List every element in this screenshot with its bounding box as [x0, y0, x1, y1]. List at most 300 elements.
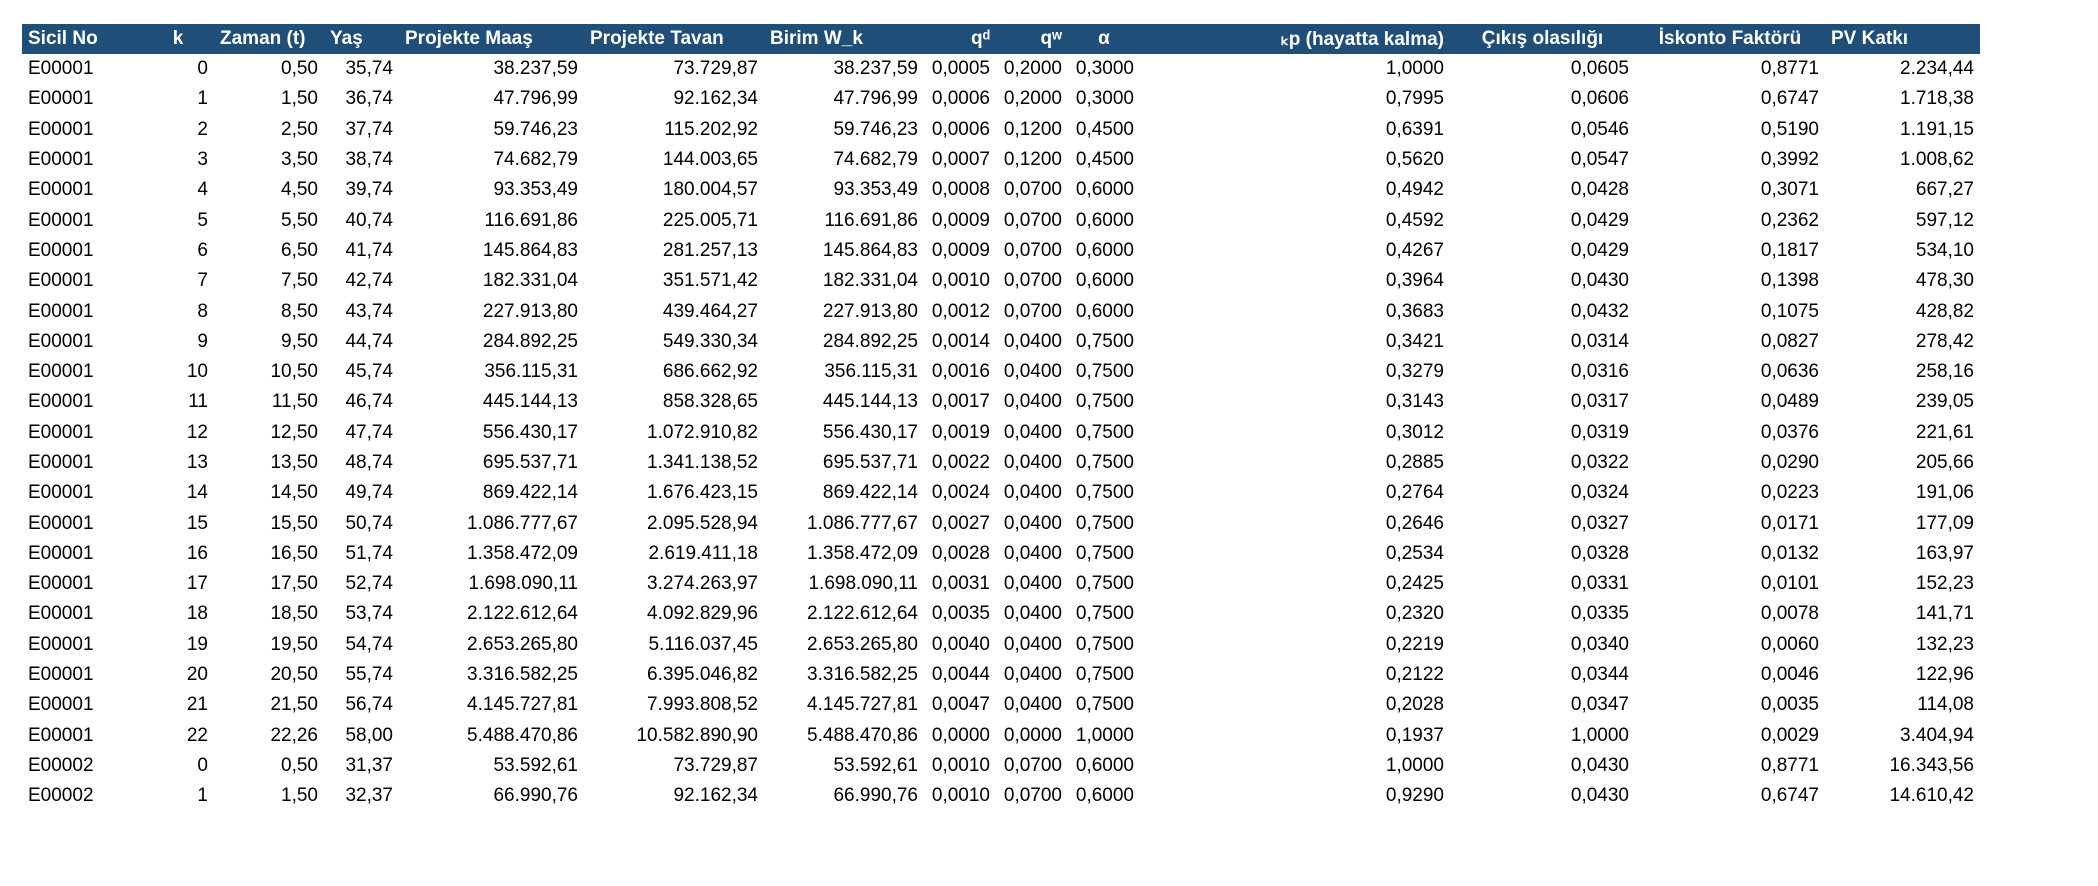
table-row[interactable]	[22, 145, 1980, 175]
table-row[interactable]	[22, 569, 1980, 599]
table-cell[interactable]: 17,50	[270, 573, 318, 595]
table-cell[interactable]: 0,0132	[1760, 542, 1819, 564]
table-cell[interactable]: 0,0700	[1003, 179, 1062, 201]
table-cell[interactable]: 1.698.090,11	[468, 573, 578, 595]
table-cell[interactable]: 0,0009	[931, 209, 990, 231]
table-row[interactable]	[22, 266, 1980, 296]
table-cell[interactable]: 0,1817	[1760, 239, 1819, 261]
table-cell[interactable]: 0,0007	[931, 149, 990, 171]
table-cell[interactable]: 2.122.612,64	[807, 603, 918, 625]
table-cell[interactable]: 8,50	[281, 300, 318, 322]
table-cell[interactable]: 0,2320	[1385, 603, 1444, 625]
table-cell[interactable]: 0,0430	[1570, 785, 1629, 807]
table-cell[interactable]: 56,74	[345, 694, 393, 716]
table-cell[interactable]: 0,0400	[1003, 603, 1062, 625]
table-cell[interactable]: 0,6000	[1075, 179, 1134, 201]
table-cell[interactable]: 45,74	[345, 361, 393, 383]
table-cell[interactable]: 0,0432	[1570, 300, 1629, 322]
table-cell[interactable]: 0,2000	[1003, 88, 1062, 110]
table-row[interactable]	[22, 357, 1980, 387]
table-cell[interactable]: E00001	[28, 118, 94, 140]
table-cell[interactable]: E00001	[28, 239, 94, 261]
table-cell[interactable]: 22	[186, 724, 208, 746]
table-cell[interactable]: 284.892,25	[822, 330, 918, 352]
table-cell[interactable]: 7	[197, 270, 208, 292]
table-cell[interactable]: 0,6747	[1760, 785, 1819, 807]
table-cell[interactable]: 14,50	[270, 482, 318, 504]
table-cell[interactable]: 0,0005	[931, 58, 990, 80]
table-row[interactable]	[22, 448, 1980, 478]
table-cell[interactable]: 284.892,25	[482, 330, 578, 352]
table-cell[interactable]: E00001	[28, 452, 94, 473]
table-cell[interactable]: 0,0340	[1570, 633, 1629, 655]
table-cell[interactable]: 0,0489	[1760, 391, 1819, 413]
table-cell[interactable]: 0,0700	[1003, 270, 1062, 292]
table-row[interactable]	[22, 84, 1980, 114]
table-cell[interactable]: 2.234,44	[1900, 58, 1974, 80]
table-cell[interactable]: 0,0327	[1570, 512, 1629, 534]
table-cell[interactable]: 47,74	[345, 421, 393, 443]
table-cell[interactable]: 10.582.890,90	[636, 724, 758, 746]
table-cell[interactable]: 0,3964	[1385, 270, 1444, 292]
table-cell[interactable]: 1,0000	[1075, 724, 1134, 746]
table-cell[interactable]: 5.488.470,86	[807, 724, 918, 746]
table-cell[interactable]: 16.343,56	[1889, 754, 1974, 776]
table-cell[interactable]: 36,74	[345, 88, 393, 110]
table-cell[interactable]: 0,0101	[1760, 573, 1819, 595]
table-cell[interactable]: 0,9290	[1385, 785, 1444, 807]
table-cell[interactable]: 40,74	[345, 209, 393, 231]
table-cell[interactable]: 11	[188, 391, 208, 413]
table-cell[interactable]: 0,5190	[1760, 118, 1819, 140]
table-cell[interactable]: 0,7500	[1075, 633, 1134, 655]
table-cell[interactable]: 0,4942	[1385, 179, 1444, 201]
table-cell[interactable]: E00001	[28, 482, 94, 504]
table-cell[interactable]: 38.237,59	[493, 58, 578, 80]
table-cell[interactable]: 122,96	[1915, 664, 1974, 686]
table-cell[interactable]: 0,0317	[1570, 391, 1629, 413]
table-cell[interactable]: 31,37	[345, 754, 393, 776]
table-cell[interactable]: 1.008,62	[1900, 149, 1974, 171]
table-cell[interactable]: 53.592,61	[493, 754, 578, 776]
table-cell[interactable]: 43,74	[345, 300, 393, 322]
table-cell[interactable]: 227.913,80	[822, 300, 918, 322]
table-cell[interactable]: 0,6000	[1075, 300, 1134, 322]
table-cell[interactable]: 0,0014	[931, 330, 990, 352]
table-cell[interactable]: 1,50	[281, 88, 318, 110]
table-cell[interactable]: E00001	[28, 421, 94, 443]
table-cell[interactable]: 351.571,42	[662, 270, 758, 292]
table-cell[interactable]: 0,0016	[931, 361, 990, 383]
table-cell[interactable]: 445.144,13	[822, 391, 918, 413]
table-row[interactable]	[22, 630, 1980, 660]
table-cell[interactable]: 0,2534	[1385, 542, 1444, 564]
table-cell[interactable]: 59.746,23	[493, 118, 578, 140]
table-cell[interactable]: 20	[186, 664, 208, 686]
table-cell[interactable]: 0,3992	[1760, 149, 1819, 171]
table-cell[interactable]: 858.328,65	[662, 391, 758, 413]
table-cell[interactable]: 51,74	[345, 542, 393, 564]
table-cell[interactable]: 0,0006	[931, 88, 990, 110]
table-cell[interactable]: 0,50	[281, 754, 318, 776]
table-cell[interactable]: E00001	[28, 361, 94, 383]
table-cell[interactable]: 0,7500	[1075, 361, 1134, 383]
table-cell[interactable]: 163,97	[1915, 542, 1974, 564]
table-cell[interactable]: 14	[186, 482, 208, 504]
table-cell[interactable]: 3,50	[281, 149, 318, 171]
table-cell[interactable]: 144.003,65	[662, 149, 758, 171]
table-cell[interactable]: 258,16	[1915, 361, 1974, 383]
table-cell[interactable]: 0,0328	[1570, 542, 1629, 564]
table-cell[interactable]: 141,71	[1915, 603, 1974, 625]
table-cell[interactable]: 556.430,17	[822, 421, 918, 443]
table-cell[interactable]: 50,74	[345, 512, 393, 534]
table-cell[interactable]: 0,0322	[1570, 452, 1629, 473]
table-cell[interactable]: E00001	[28, 149, 94, 171]
table-cell[interactable]: 549.330,34	[662, 330, 758, 352]
table-cell[interactable]: 48,74	[345, 452, 393, 473]
table-cell[interactable]: 92.162,34	[673, 785, 758, 807]
table-cell[interactable]: 13	[186, 452, 208, 473]
table-cell[interactable]: E00001	[28, 724, 94, 746]
table-cell[interactable]: 0,0430	[1570, 270, 1629, 292]
table-cell[interactable]: 0,0035	[1760, 694, 1819, 716]
table-cell[interactable]: 0,5620	[1385, 149, 1444, 171]
table-cell[interactable]: 1.718,38	[1900, 88, 1974, 110]
table-cell[interactable]: 38,74	[345, 149, 393, 171]
table-cell[interactable]: E00001	[28, 58, 94, 80]
table-cell[interactable]: 9	[197, 330, 208, 352]
table-cell[interactable]: 4.145.727,81	[467, 694, 578, 716]
table-cell[interactable]: 0,0046	[1760, 664, 1819, 686]
table-cell[interactable]: 0,0171	[1760, 512, 1819, 534]
table-cell[interactable]: 1	[197, 88, 208, 110]
table-cell[interactable]: 0,3143	[1385, 391, 1444, 413]
table-row[interactable]	[22, 296, 1980, 326]
table-cell[interactable]: 0,6747	[1760, 88, 1819, 110]
table-cell[interactable]: 3.316.582,25	[807, 664, 918, 686]
table-cell[interactable]: 0,2028	[1385, 694, 1444, 716]
table-cell[interactable]: 0,6000	[1075, 270, 1134, 292]
table-cell[interactable]: 356.115,31	[824, 361, 918, 383]
table-cell[interactable]: 0,0400	[1003, 421, 1062, 443]
table-cell[interactable]: 2.122.612,64	[467, 603, 578, 625]
column-header[interactable]: Projekte Tavan	[584, 24, 764, 54]
table-cell[interactable]: 73.729,87	[673, 58, 758, 80]
table-cell[interactable]: 3.404,94	[1900, 724, 1974, 746]
table-cell[interactable]: 0,0347	[1570, 694, 1629, 716]
column-header[interactable]: α	[1068, 24, 1140, 54]
table-row[interactable]	[22, 690, 1980, 720]
table-cell[interactable]: 0,3071	[1760, 179, 1819, 201]
table-cell[interactable]: 225.005,71	[662, 209, 758, 231]
table-cell[interactable]: 0,0700	[1003, 239, 1062, 261]
table-cell[interactable]: 0,0008	[931, 179, 990, 201]
table-cell[interactable]: 0,0400	[1003, 452, 1062, 473]
table-cell[interactable]: 21,50	[270, 694, 318, 716]
table-cell[interactable]: 0,0009	[931, 239, 990, 261]
table-cell[interactable]: 221,61	[1915, 421, 1974, 443]
table-row[interactable]	[22, 781, 1980, 811]
table-cell[interactable]: 3	[197, 149, 208, 171]
table-cell[interactable]: 0,0319	[1570, 421, 1629, 443]
table-cell[interactable]: 6	[197, 239, 208, 261]
table-cell[interactable]: 0,2885	[1385, 452, 1444, 473]
table-cell[interactable]: 869.422,14	[482, 482, 578, 504]
table-cell[interactable]: 19,50	[270, 633, 318, 655]
table-cell[interactable]: 695.537,71	[822, 452, 918, 473]
table-cell[interactable]: 0,0400	[1003, 361, 1062, 383]
table-cell[interactable]: 0,2764	[1385, 482, 1444, 504]
table-cell[interactable]: 556.430,17	[482, 421, 578, 443]
table-cell[interactable]: 2.653.265,80	[467, 633, 578, 655]
table-cell[interactable]: 14.610,42	[1889, 785, 1974, 807]
table-cell[interactable]: 0,0027	[931, 512, 990, 534]
table-cell[interactable]: 0,7500	[1075, 573, 1134, 595]
table-cell[interactable]: 1,50	[281, 785, 318, 807]
table-cell[interactable]: 54,74	[345, 633, 393, 655]
column-header[interactable]: İskonto Faktörü	[1635, 24, 1825, 54]
table-cell[interactable]: 1,0000	[1570, 724, 1629, 746]
table-cell[interactable]: 13,50	[270, 452, 318, 473]
table-cell[interactable]: 16,50	[270, 542, 318, 564]
table-cell[interactable]: E00001	[28, 694, 94, 716]
table-cell[interactable]: 21	[186, 694, 208, 716]
table-cell[interactable]: 93.353,49	[833, 179, 918, 201]
table-cell[interactable]: 20,50	[270, 664, 318, 686]
table-cell[interactable]: 1.341.138,52	[647, 452, 758, 473]
table-cell[interactable]: 0,0029	[1760, 724, 1819, 746]
table-cell[interactable]: 0,6000	[1075, 785, 1134, 807]
table-cell[interactable]: 0,2646	[1385, 512, 1444, 534]
table-cell[interactable]: 0,0331	[1570, 573, 1629, 595]
table-cell[interactable]: 19	[186, 633, 208, 655]
table-cell[interactable]: 597,12	[1915, 209, 1974, 231]
table-cell[interactable]: 7.993.808,52	[647, 694, 758, 716]
table-cell[interactable]: 1.698.090,11	[808, 573, 918, 595]
table-cell[interactable]: E00001	[28, 603, 94, 625]
table-cell[interactable]: 0,0000	[1003, 724, 1062, 746]
table-cell[interactable]: 73.729,87	[673, 754, 758, 776]
table-cell[interactable]: 0,0019	[931, 421, 990, 443]
table-cell[interactable]: 2	[197, 118, 208, 140]
table-cell[interactable]: 5.116.037,45	[648, 633, 758, 655]
table-cell[interactable]: 0,0047	[931, 694, 990, 716]
table-cell[interactable]: 0,0010	[931, 754, 990, 776]
table-row[interactable]	[22, 599, 1980, 629]
table-cell[interactable]: 0,4500	[1075, 149, 1134, 171]
table-cell[interactable]: 1.358.472,09	[807, 542, 918, 564]
table-cell[interactable]: E00001	[28, 270, 94, 292]
table-cell[interactable]: E00001	[28, 179, 94, 201]
table-row[interactable]	[22, 660, 1980, 690]
table-cell[interactable]: 15,50	[270, 512, 318, 534]
column-header[interactable]: k	[142, 24, 214, 54]
table-cell[interactable]: 3.274.263,97	[647, 573, 758, 595]
table-cell[interactable]: 0,0400	[1003, 482, 1062, 504]
table-cell[interactable]: 16	[186, 542, 208, 564]
table-cell[interactable]: 0,3683	[1385, 300, 1444, 322]
table-cell[interactable]: 0,6000	[1075, 754, 1134, 776]
table-cell[interactable]: 1,0000	[1385, 58, 1444, 80]
table-cell[interactable]: 39,74	[345, 179, 393, 201]
table-cell[interactable]: 0,7500	[1075, 421, 1134, 443]
table-cell[interactable]: 869.422,14	[822, 482, 918, 504]
table-row[interactable]	[22, 751, 1980, 781]
table-cell[interactable]: 0,3000	[1075, 88, 1134, 110]
table-cell[interactable]: 0,7500	[1075, 330, 1134, 352]
column-header[interactable]: ₖp (hayatta kalma)	[1140, 24, 1450, 54]
table-cell[interactable]: 182.331,04	[482, 270, 578, 292]
table-cell[interactable]: 115.202,92	[664, 118, 758, 140]
table-cell[interactable]: 0,0000	[931, 724, 990, 746]
table-cell[interactable]: 2.095.528,94	[647, 512, 758, 534]
table-cell[interactable]: 0,0700	[1003, 209, 1062, 231]
table-cell[interactable]: 0,0429	[1570, 209, 1629, 231]
table-cell[interactable]: 0,0060	[1760, 633, 1819, 655]
table-cell[interactable]: 66.990,76	[493, 785, 578, 807]
table-cell[interactable]: 10	[186, 361, 208, 383]
table-cell[interactable]: 0,0035	[931, 603, 990, 625]
table-cell[interactable]: 145.864,83	[822, 239, 918, 261]
table-cell[interactable]: 445.144,13	[482, 391, 578, 413]
table-row[interactable]	[22, 418, 1980, 448]
table-cell[interactable]: 17	[186, 573, 208, 595]
table-cell[interactable]: 0,3279	[1385, 361, 1444, 383]
table-cell[interactable]: 180.004,57	[662, 179, 758, 201]
column-header[interactable]: PV Katkı	[1825, 24, 1980, 54]
table-cell[interactable]: 44,74	[345, 330, 393, 352]
table-row[interactable]	[22, 236, 1980, 266]
table-cell[interactable]: 145.864,83	[482, 239, 578, 261]
table-cell[interactable]: 0,0606	[1570, 88, 1629, 110]
table-cell[interactable]: 0,0024	[931, 482, 990, 504]
table-cell[interactable]: 0,3000	[1075, 58, 1134, 80]
table-cell[interactable]: 0,0700	[1003, 785, 1062, 807]
table-cell[interactable]: 35,74	[345, 58, 393, 80]
table-cell[interactable]: 7,50	[281, 270, 318, 292]
table-cell[interactable]: 132,23	[1915, 633, 1974, 655]
table-cell[interactable]: E00001	[28, 573, 94, 595]
table-cell[interactable]: 1.358.472,09	[467, 542, 578, 564]
table-cell[interactable]: 5.488.470,86	[467, 724, 578, 746]
table-cell[interactable]: 10,50	[270, 361, 318, 383]
table-row[interactable]	[22, 175, 1980, 205]
table-cell[interactable]: 0,4267	[1385, 239, 1444, 261]
table-cell[interactable]: 0,0316	[1570, 361, 1629, 383]
table-cell[interactable]: 0,50	[281, 58, 318, 80]
column-header[interactable]: Yaş	[324, 24, 399, 54]
table-cell[interactable]: 695.537,71	[482, 452, 578, 473]
table-cell[interactable]: 18,50	[270, 603, 318, 625]
table-cell[interactable]: 0,0400	[1003, 573, 1062, 595]
table-cell[interactable]: 55,74	[345, 664, 393, 686]
table-cell[interactable]: 281.257,13	[662, 239, 758, 261]
column-header[interactable]: Projekte Maaş	[399, 24, 584, 54]
table-cell[interactable]: 1	[197, 785, 208, 807]
table-cell[interactable]: 0,0400	[1003, 512, 1062, 534]
table-cell[interactable]: 191,06	[1915, 482, 1974, 504]
column-header[interactable]: Çıkış olasılığı	[1450, 24, 1635, 54]
table-cell[interactable]: 278,42	[1915, 330, 1974, 352]
table-cell[interactable]: 5,50	[281, 209, 318, 231]
table-cell[interactable]: 46,74	[345, 391, 393, 413]
table-cell[interactable]: 439.464,27	[662, 300, 758, 322]
table-cell[interactable]: 18	[186, 603, 208, 625]
table-cell[interactable]: 227.913,80	[482, 300, 578, 322]
table-cell[interactable]: 59.746,23	[833, 118, 918, 140]
table-cell[interactable]: 0,3012	[1385, 421, 1444, 443]
table-cell[interactable]: 6.395.046,82	[647, 664, 758, 686]
table-cell[interactable]: 0,0012	[931, 300, 990, 322]
table-cell[interactable]: 0,0400	[1003, 330, 1062, 352]
table-row[interactable]	[22, 115, 1980, 145]
table-cell[interactable]: 0,0223	[1760, 482, 1819, 504]
table-cell[interactable]: 0,1937	[1385, 724, 1444, 746]
table-cell[interactable]: 0,0028	[931, 542, 990, 564]
table-cell[interactable]: 0,1200	[1003, 118, 1062, 140]
column-header[interactable]: qʷ	[996, 24, 1068, 54]
table-cell[interactable]: 534,10	[1915, 239, 1974, 261]
table-cell[interactable]: 1.086.777,67	[467, 512, 578, 534]
table-cell[interactable]: 0,4592	[1385, 209, 1444, 231]
table-row[interactable]	[22, 539, 1980, 569]
table-cell[interactable]: 32,37	[345, 785, 393, 807]
table-cell[interactable]: 47.796,99	[493, 88, 578, 110]
table-cell[interactable]: 0,0700	[1003, 300, 1062, 322]
table-cell[interactable]: 0	[197, 754, 208, 776]
table-cell[interactable]: 0	[197, 58, 208, 80]
table-cell[interactable]: 0,0290	[1760, 452, 1819, 473]
table-cell[interactable]: 0,0547	[1570, 149, 1629, 171]
column-header[interactable]: Zaman (t)	[214, 24, 324, 54]
table-cell[interactable]: 0,7500	[1075, 664, 1134, 686]
table-cell[interactable]: 0,2219	[1385, 633, 1444, 655]
table-cell[interactable]: 0,0010	[931, 785, 990, 807]
table-cell[interactable]: 8	[197, 300, 208, 322]
column-header[interactable]: Birim W_k	[764, 24, 924, 54]
table-cell[interactable]: 0,0040	[931, 633, 990, 655]
table-cell[interactable]: 0,0546	[1570, 118, 1629, 140]
table-cell[interactable]: E00001	[28, 209, 94, 231]
table-cell[interactable]: 42,74	[345, 270, 393, 292]
table-cell[interactable]: 41,74	[345, 239, 393, 261]
table-row[interactable]	[22, 508, 1980, 538]
table-cell[interactable]: 4	[197, 179, 208, 201]
table-cell[interactable]: 1.086.777,67	[807, 512, 918, 534]
table-cell[interactable]: 0,7500	[1075, 542, 1134, 564]
table-cell[interactable]: 0,1200	[1003, 149, 1062, 171]
table-cell[interactable]: E00001	[28, 300, 94, 322]
table-cell[interactable]: 47.796,99	[833, 88, 918, 110]
table-cell[interactable]: 1,0000	[1385, 754, 1444, 776]
table-cell[interactable]: 0,0017	[931, 391, 990, 413]
table-cell[interactable]: 0,8771	[1760, 58, 1819, 80]
table-cell[interactable]: 0,3421	[1385, 330, 1444, 352]
table-cell[interactable]: 4.092.829,96	[647, 603, 758, 625]
table-cell[interactable]: 0,0022	[931, 452, 990, 473]
table-cell[interactable]: 478,30	[1915, 270, 1974, 292]
table-cell[interactable]: E00001	[28, 391, 94, 413]
table-cell[interactable]: 182.331,04	[822, 270, 918, 292]
table-cell[interactable]: 2,50	[281, 118, 318, 140]
table-cell[interactable]: E00002	[28, 754, 94, 776]
table-cell[interactable]: 0,6391	[1385, 118, 1444, 140]
table-cell[interactable]: 114,08	[1917, 694, 1974, 716]
table-cell[interactable]: 667,27	[1915, 179, 1974, 201]
table-cell[interactable]: E00001	[28, 542, 94, 564]
table-cell[interactable]: 0,0044	[931, 664, 990, 686]
